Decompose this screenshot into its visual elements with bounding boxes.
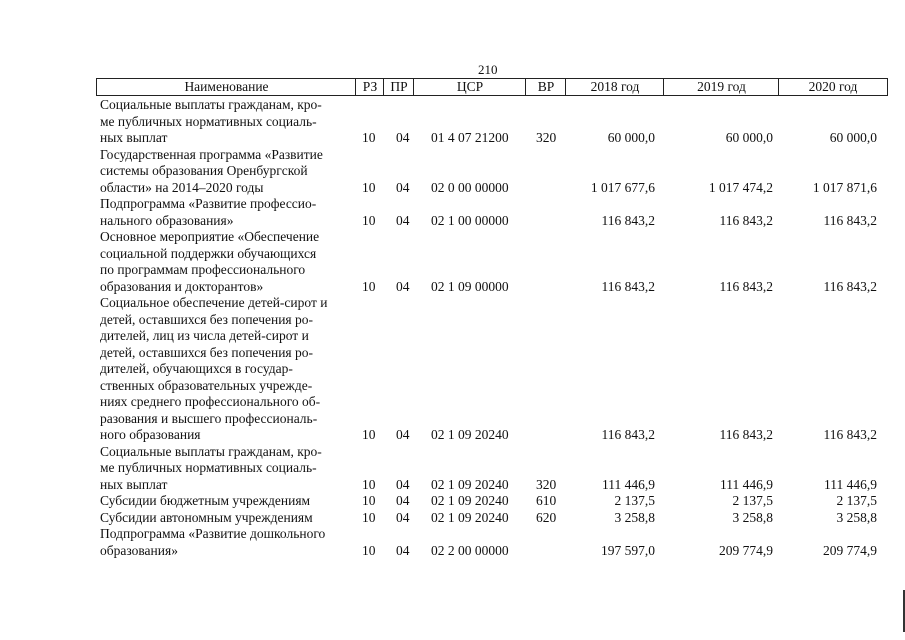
- cell-pr: 04: [396, 212, 410, 228]
- cell-y2018: 116 843,2: [601, 212, 655, 228]
- cell-pr: 04: [396, 130, 410, 145]
- cell-pr: 04: [396, 509, 410, 525]
- row-name-line: ного образования: [100, 427, 201, 442]
- cell-rz: 10: [362, 130, 376, 145]
- header-csr: ЦСР: [456, 79, 484, 94]
- cell-vr: 610: [536, 493, 557, 508]
- row-name: [100, 444, 350, 494]
- cell-csr: 02 2 00 00000: [431, 542, 509, 558]
- row-name-line: Субсидии бюджетным учреждениям: [100, 493, 311, 508]
- cell-y2020: 116 843,2: [823, 212, 877, 228]
- cell-pr: 04: [396, 427, 410, 442]
- row-name: [100, 295, 350, 444]
- cell-y2019: 2 137,5: [732, 493, 773, 508]
- header-2019: 2019 год: [697, 79, 746, 94]
- cell-y2020: 3 258,8: [836, 509, 877, 525]
- cell-y2018: 2 137,5: [614, 493, 655, 508]
- row-name-line: детей, оставшихся без попечения ро-: [100, 311, 314, 327]
- cell-rz: 10: [362, 476, 376, 492]
- cell-y2020: 2 137,5: [836, 493, 877, 508]
- cell-y2018: 116 843,2: [601, 427, 655, 442]
- cell-y2020: 116 843,2: [823, 427, 877, 442]
- table-row: [0, 229, 905, 295]
- table-row: [0, 295, 905, 444]
- cell-y2019: 116 843,2: [719, 427, 773, 442]
- row-name: [100, 493, 350, 510]
- cell-y2020: 209 774,9: [823, 542, 877, 558]
- row-name: [100, 510, 350, 527]
- cell-y2018: 3 258,8: [614, 509, 655, 525]
- table-row: [0, 97, 905, 147]
- row-name-line: Подпрограмма «Развитие профессио-: [100, 196, 317, 211]
- table-header: [96, 78, 888, 96]
- cell-csr: 02 1 00 00000: [431, 212, 509, 228]
- cell-rz: 10: [362, 427, 376, 442]
- row-name: [100, 147, 350, 197]
- cell-pr: 04: [396, 179, 410, 195]
- row-name-line: ниях среднего профессионального об-: [100, 394, 321, 409]
- header-divider: [355, 78, 356, 96]
- row-name-line: системы образования Оренбургской: [100, 163, 308, 178]
- cell-y2019: 60 000,0: [725, 130, 773, 145]
- row-name-line: социальной поддержки обучающихся: [100, 245, 317, 261]
- cell-y2020: 60 000,0: [829, 130, 877, 145]
- cell-pr: 04: [396, 476, 410, 492]
- cell-rz: 10: [362, 542, 376, 558]
- row-name-line: ме публичных нормативных социаль-: [100, 460, 317, 475]
- table-row: [0, 510, 905, 527]
- row-name: [100, 229, 350, 295]
- row-name-line: Основное мероприятие «Обеспечение: [100, 229, 320, 244]
- row-name-line: Субсидии автономным учреждениям: [100, 509, 313, 525]
- table-row: [0, 444, 905, 494]
- cell-csr: 02 1 09 20240: [431, 427, 509, 442]
- row-name-line: по программам профессионального: [100, 262, 306, 277]
- row-name-line: образования»: [100, 542, 178, 558]
- row-name-line: дителей, обучающихся в государ-: [100, 361, 293, 376]
- cell-vr: 320: [536, 476, 557, 492]
- header-divider: [565, 78, 566, 96]
- cell-y2020: 116 843,2: [823, 278, 877, 294]
- header-divider: [413, 78, 414, 96]
- row-name-line: Социальное обеспечение детей-сирот и: [100, 295, 328, 310]
- row-name-line: Социальные выплаты гражданам, кро-: [100, 97, 322, 112]
- table-row: [0, 493, 905, 510]
- cell-y2018: 1 017 677,6: [590, 179, 655, 195]
- cell-csr: 02 1 09 20240: [431, 509, 509, 525]
- cell-rz: 10: [362, 212, 376, 228]
- cell-y2019: 3 258,8: [732, 509, 773, 525]
- cell-y2019: 116 843,2: [719, 212, 773, 228]
- header-divider: [525, 78, 526, 96]
- cell-rz: 10: [362, 179, 376, 195]
- cell-y2018: 60 000,0: [607, 130, 655, 145]
- cell-y2020: 1 017 871,6: [812, 179, 877, 195]
- row-name-line: Социальные выплаты гражданам, кро-: [100, 443, 322, 459]
- header-2018: 2018 год: [590, 79, 640, 94]
- row-name-line: ных выплат: [100, 130, 168, 145]
- cell-y2019: 1 017 474,2: [708, 179, 773, 195]
- header-2020: 2020 год: [808, 79, 858, 94]
- cell-y2019: 116 843,2: [719, 278, 773, 294]
- row-name: [100, 97, 350, 147]
- row-name-line: ме публичных нормативных социаль-: [100, 113, 317, 129]
- row-name-line: области» на 2014–2020 годы: [100, 179, 264, 195]
- table-row: [0, 526, 905, 559]
- header-divider: [663, 78, 664, 96]
- row-name-line: Государственная программа «Развитие: [100, 146, 323, 162]
- cell-rz: 10: [362, 278, 376, 294]
- row-name-line: Подпрограмма «Развитие дошкольного: [100, 526, 326, 541]
- table-row: [0, 147, 905, 197]
- page-number: 210: [478, 62, 498, 77]
- cell-y2018: 111 446,9: [602, 476, 655, 492]
- cell-csr: 02 1 09 20240: [431, 493, 509, 508]
- header-divider: [383, 78, 384, 96]
- row-name-line: образования и докторантов»: [100, 278, 264, 294]
- row-name-line: ственных образовательных учрежде-: [100, 377, 313, 393]
- cell-vr: 620: [536, 509, 557, 525]
- cell-y2018: 116 843,2: [601, 278, 655, 294]
- cell-vr: 320: [536, 130, 557, 145]
- row-name-line: разования и высшего профессиональ-: [100, 410, 318, 426]
- cell-y2018: 197 597,0: [601, 542, 655, 558]
- row-name-line: дителей, лиц из числа детей-сирот и: [100, 328, 309, 343]
- header-vr: ВР: [537, 79, 555, 94]
- table-row: [0, 196, 905, 229]
- row-name-line: ных выплат: [100, 476, 168, 492]
- cell-y2020: 111 446,9: [824, 476, 877, 492]
- row-name: [100, 196, 350, 229]
- header-rz: РЗ: [362, 79, 378, 94]
- row-name: [100, 526, 350, 559]
- cell-rz: 10: [362, 509, 376, 525]
- row-name-line: нального образования»: [100, 212, 234, 228]
- header-pr: ПР: [390, 79, 408, 94]
- header-name: Наименование: [184, 79, 269, 94]
- cell-csr: 02 0 00 00000: [431, 179, 509, 195]
- cell-csr: 02 1 09 20240: [431, 476, 509, 492]
- cell-y2019: 209 774,9: [719, 542, 773, 558]
- cell-y2019: 111 446,9: [720, 476, 773, 492]
- cell-rz: 10: [362, 493, 376, 508]
- cell-pr: 04: [396, 278, 410, 294]
- cell-csr: 02 1 09 00000: [431, 278, 509, 294]
- cell-pr: 04: [396, 493, 410, 508]
- cell-csr: 01 4 07 21200: [431, 130, 509, 145]
- cell-pr: 04: [396, 542, 410, 558]
- row-name-line: детей, оставшихся без попечения ро-: [100, 344, 314, 360]
- header-divider: [778, 78, 779, 96]
